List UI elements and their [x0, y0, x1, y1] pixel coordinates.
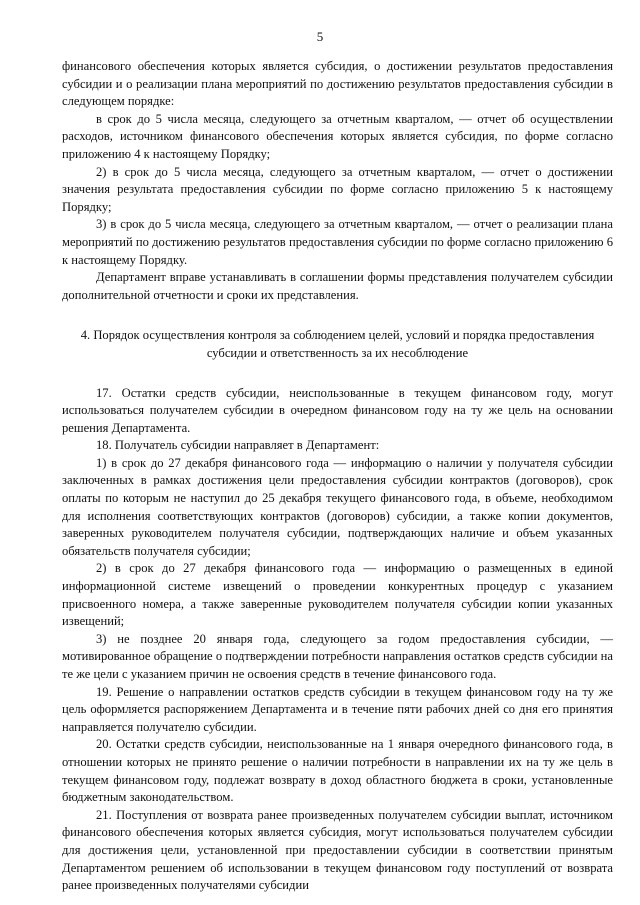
paragraph-21: 21. Поступления от возврата ранее произведенных получателем субсидии выплат, источником финансового обеспечения которых является субсидия, могут использоваться получателем субсидии для достижения цели, установленной при предоставлении субсидии в соответствии принятым Департаментом решением об использовании в текущем финансовом году поступлений от возврата ранее произведенных получателями субсидии — [62, 807, 613, 893]
paragraph-18: 18. Получатель субсидии направляет в Департамент: — [96, 438, 380, 453]
paragraph-report-plan: 3) в срок до 5 числа месяца, следующего за отчетным кварталом, — отчет о реализации плана мероприятий по достижению результатов предоставления субсидии по форме согласно приложению 6 к настоящему Порядку. — [62, 217, 613, 267]
paragraph-20: 20. Остатки средств субсидии, неиспользованные на 1 января очередного финансового года, в отношении которых не принято решение о наличии потребности в направлении их на ту же цель в текущем финансовом году, подлежат возврату в доход областного бюджета в сроки, установленные бюджетным законодательством. — [62, 737, 613, 805]
paragraph-18-item-2: 2) в срок до 27 декабря финансового года — информацию о размещенных в единой информационной системе извещений о проведении конкурентных процедур с указанием присвоенного номера, а также заверенные руководителем получателя субсидии копии указанных извещений; — [62, 561, 613, 629]
paragraph-17: 17. Остатки средств субсидии, неиспользованные в текущем финансовом году, могут использоваться получателем субсидии в очередном финансовом году на ту же цель на основании решения Департамента. — [62, 385, 613, 435]
paragraph-18-item-3: 3) не позднее 20 января года, следующего за годом предоставления субсидии, — мотивированное обращение о подтверждении потребности направления остатков средств субсидии на те же цели с указанием причин не освоения средств в течение финансового года. — [62, 631, 613, 681]
paragraph-report-result: 2) в срок до 5 числа месяца, следующего за отчетным кварталом, — отчет о достижении значения результата предоставления субсидии по форме согласно приложению 5 к настоящему Порядку; — [62, 164, 613, 214]
page-number: 5 — [316, 29, 324, 44]
paragraph-additional-reporting: Департамент вправе устанавливать в соглашении формы представления получателем субсидии дополнительной отчетности и сроки их представления. — [62, 270, 613, 302]
document-body — [62, 58, 613, 895]
paragraph-continuation: финансового обеспечения которых является субсидия, о достижении результатов предоставления субсидии и о реализации плана мероприятий по достижению результатов предоставления субсидии в следующем порядке: — [62, 59, 613, 109]
section-heading: 4. Порядок осуществления контроля за соблюдением целей, условий и порядка предоставления субсидии и ответственность за их несоблюдение — [80, 328, 595, 360]
paragraph-19: 19. Решение о направлении остатков средств субсидии в текущем финансовом году на ту же цель оформляется распоряжением Департамента и в течение пяти рабочих дней со дня его принятия направляется получателю субсидии. — [62, 684, 613, 734]
paragraph-18-item-1: 1) в срок до 27 декабря финансового года — информацию о наличии у получателя субсидии заключенных в рамках достижения цели предоставления субсидии контрактов (договоров), срок оплаты по которым не наступил до 25 декабря текущего финансового года, в объеме, необходимом для исполнения соответствующих контрактов (договоров) субсидии, а также копии документов, заверенных руководителем получателя субсидии, подтверждающих наличие и объем указанных обязательств получателя субсидии; — [62, 455, 613, 558]
paragraph-report-expenses: в срок до 5 числа месяца, следующего за отчетным кварталом, — отчет об осуществлении расходов, источником финансового обеспечения которых является субсидия, по форме согласно приложению 4 к настоящему Порядку; — [62, 111, 613, 161]
